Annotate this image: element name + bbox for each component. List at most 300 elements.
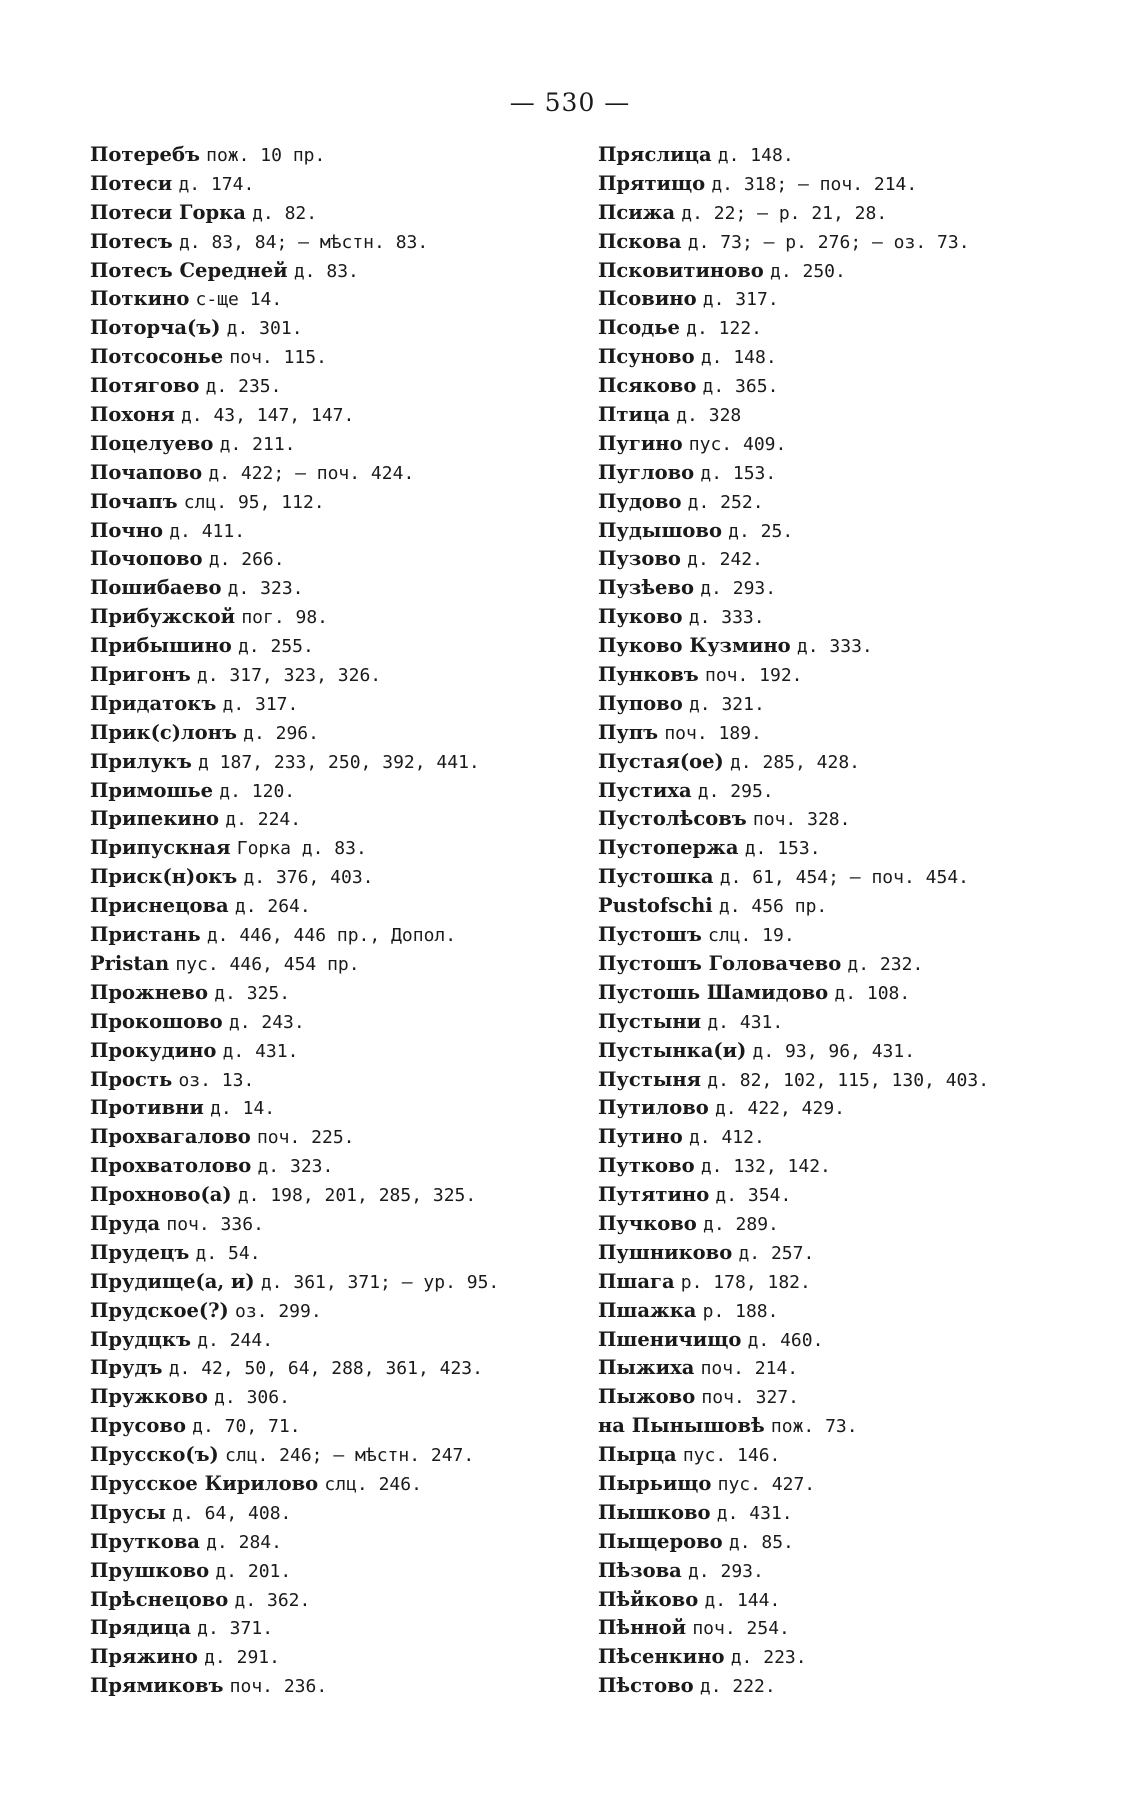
entry-reference: д. 431.	[222, 1040, 299, 1062]
index-entry	[598, 950, 1078, 979]
entry-headword: Пшажка	[598, 1298, 697, 1322]
index-entry	[598, 285, 1078, 314]
entry-reference: д. 264.	[234, 896, 311, 918]
entry-reference: д. 82.	[252, 202, 318, 224]
index-entry	[90, 1672, 560, 1701]
index-entry	[598, 1181, 1078, 1210]
entry-reference: д. 289.	[703, 1213, 779, 1235]
entry-reference: д. 153.	[744, 838, 821, 860]
index-entry	[90, 1528, 560, 1557]
index-entry	[598, 892, 1078, 921]
index-entry	[90, 950, 560, 979]
entry-reference: д. 22; — р. 21, 28.	[681, 202, 888, 224]
entry-reference: д. 354.	[715, 1185, 792, 1207]
entry-reference: поч. 115.	[229, 347, 327, 369]
entry-headword: Псковитиново	[598, 258, 764, 282]
entry-reference: д. 64, 408.	[172, 1502, 292, 1524]
index-entry	[90, 1614, 560, 1643]
index-entry	[598, 459, 1078, 488]
entry-reference: поч. 236.	[229, 1676, 328, 1698]
entry-headword: Pustofschi	[598, 894, 713, 918]
entry-headword: Пустыни	[598, 1009, 702, 1033]
index-entry	[90, 805, 560, 834]
entry-headword: Пряжино	[90, 1645, 198, 1669]
entry-reference: д. 306.	[214, 1387, 290, 1409]
index-entry	[598, 748, 1078, 777]
index-entry	[598, 1672, 1078, 1701]
index-entry	[598, 1326, 1078, 1355]
entry-reference: д. 83, 84; — мѣстн. 83.	[178, 231, 429, 253]
index-entry	[90, 979, 560, 1008]
index-entry	[598, 488, 1078, 517]
entry-reference: д. 317, 323, 326.	[196, 665, 382, 687]
index-entry	[598, 834, 1078, 863]
index-entry	[90, 1210, 560, 1239]
entry-headword: Потеребъ	[90, 143, 200, 166]
entry-reference: поч. 214.	[700, 1358, 799, 1380]
index-entry	[598, 1470, 1078, 1499]
index-entry	[598, 603, 1078, 632]
index-entry	[598, 545, 1078, 574]
entry-reference: пог. 98.	[241, 607, 329, 629]
entry-headword: Пудово	[598, 489, 682, 513]
entry-reference: д. 361, 371; — ур. 95.	[260, 1271, 500, 1293]
index-entry	[90, 1326, 560, 1355]
entry-reference: д. 174.	[178, 173, 255, 195]
entry-reference: д. 460.	[747, 1329, 824, 1351]
entry-headword: Пшага	[598, 1269, 675, 1293]
entry-headword: Пустошь Шамидово	[598, 980, 829, 1004]
entry-headword: Псяково	[598, 374, 697, 398]
index-entry	[90, 1239, 560, 1268]
entry-reference: д. 293.	[700, 578, 777, 600]
entry-reference: д. 61, 454; — поч. 454.	[719, 867, 969, 889]
entry-headword: Псуново	[598, 345, 695, 369]
entry-reference: д. 323.	[227, 578, 304, 600]
entry-headword: Поткино	[90, 287, 190, 311]
index-entry	[598, 141, 1078, 170]
entry-headword: Прудцкъ	[90, 1327, 191, 1351]
entry-headword: Псижа	[598, 200, 676, 224]
entry-reference: пус. 427.	[717, 1473, 816, 1495]
entry-headword: Прохново(а)	[90, 1183, 232, 1207]
index-entry	[598, 257, 1078, 286]
entry-headword: Пустошъ	[598, 923, 702, 947]
entry-reference: пус. 146.	[682, 1445, 781, 1467]
entry-headword: Припекино	[90, 807, 220, 831]
entry-headword: Псодье	[598, 316, 680, 340]
entry-headword: Приснецова	[90, 894, 229, 918]
entry-headword: Примошье	[90, 778, 214, 802]
index-entry	[90, 1586, 560, 1615]
entry-headword: Пупъ	[598, 720, 659, 744]
entry-reference: д. 73; — р. 276; — оз. 73.	[687, 231, 970, 253]
entry-headword: Пустыня	[598, 1067, 702, 1091]
entry-headword: Путилово	[598, 1096, 709, 1120]
index-entry	[90, 199, 560, 228]
index-entry	[598, 517, 1078, 546]
entry-reference: д. 295.	[697, 780, 774, 802]
entry-headword: Прушково	[90, 1558, 210, 1582]
index-entry	[598, 343, 1078, 372]
entry-headword: Пѣсенкино	[598, 1645, 725, 1669]
entry-headword: Пруда	[90, 1211, 161, 1235]
entry-reference: д. 108.	[834, 982, 911, 1004]
entry-headword: Прусско(ъ)	[90, 1443, 219, 1467]
entry-headword: Прилукъ	[90, 749, 192, 773]
entry-reference: д. 70, 71.	[192, 1416, 301, 1438]
entry-headword: Пыжиха	[598, 1356, 695, 1380]
entry-reference: д. 14.	[210, 1098, 276, 1120]
index-entry	[598, 401, 1078, 430]
entry-reference: д. 431.	[707, 1011, 784, 1033]
entry-reference: д. 376, 403.	[243, 867, 374, 889]
entry-reference: д. 431.	[716, 1502, 793, 1524]
index-column-left	[90, 141, 560, 1701]
entry-headword: Путино	[598, 1125, 683, 1149]
entry-headword: Почопово	[90, 547, 203, 571]
entry-reference: д. 323.	[257, 1156, 334, 1178]
entry-reference: д. 328	[676, 405, 742, 427]
entry-headword: Псовино	[598, 287, 697, 311]
entry-reference: д. 148.	[700, 347, 777, 369]
index-entry	[90, 170, 560, 199]
entry-reference: д. 266.	[208, 549, 285, 571]
index-entry	[598, 1586, 1078, 1615]
entry-headword: Пѣзова	[598, 1558, 682, 1582]
entry-headword: Прусово	[90, 1414, 186, 1438]
entry-reference: д. 82, 102, 115, 130, 403.	[707, 1069, 990, 1091]
index-entry	[598, 1383, 1078, 1412]
entry-headword: Пристань	[90, 923, 201, 947]
entry-headword: Пырьищо	[598, 1471, 712, 1495]
entry-reference: д. 317.	[222, 693, 299, 715]
entry-reference: поч. 225.	[256, 1127, 355, 1149]
entry-headword: Почапъ	[90, 489, 178, 513]
entry-headword: Потсосонье	[90, 345, 224, 369]
index-entry	[598, 1412, 1078, 1441]
entry-headword: Почно	[90, 518, 163, 542]
entry-reference: д. 120.	[219, 780, 296, 802]
index-entry	[90, 257, 560, 286]
index-entry	[90, 430, 560, 459]
entry-headword: Прятищо	[598, 171, 706, 195]
entry-headword: Pristan	[90, 951, 170, 975]
index-entry	[90, 1354, 560, 1383]
index-entry	[90, 1643, 560, 1672]
index-entry	[90, 863, 560, 892]
entry-reference: д. 284.	[206, 1531, 282, 1553]
index-entry	[90, 1297, 560, 1326]
entry-reference: слц. 19.	[707, 925, 795, 947]
index-entry	[90, 632, 560, 661]
entry-headword: Пѣйково	[598, 1587, 699, 1611]
index-entry	[598, 979, 1078, 1008]
entry-reference: д. 412.	[688, 1127, 765, 1149]
entry-reference: д. 252.	[687, 491, 764, 513]
index-entry	[598, 1066, 1078, 1095]
entry-reference: пус. 446, 454 пр.	[175, 953, 360, 975]
index-entry	[90, 1066, 560, 1095]
entry-reference: д. 232.	[847, 953, 924, 975]
index-entry	[598, 1123, 1078, 1152]
index-entry	[598, 1354, 1078, 1383]
index-entry	[598, 690, 1078, 719]
entry-headword: Прудъ	[90, 1356, 163, 1380]
entry-reference: д. 333.	[688, 607, 765, 629]
entry-headword: Пруткова	[90, 1529, 200, 1553]
entry-headword: Пуглово	[598, 460, 695, 484]
entry-reference: д. 317.	[702, 289, 779, 311]
entry-headword: Прѣснецово	[90, 1587, 229, 1611]
entry-reference: д. 255.	[237, 636, 314, 658]
index-entry	[598, 170, 1078, 199]
entry-reference: д. 153.	[700, 462, 777, 484]
index-entry	[598, 863, 1078, 892]
entry-headword: Пригонъ	[90, 663, 191, 687]
entry-headword: Пучково	[598, 1211, 697, 1235]
entry-reference: д. 222.	[699, 1676, 776, 1698]
index-entry	[90, 1094, 560, 1123]
entry-headword: Прик(с)лонъ	[90, 720, 237, 744]
entry-reference: д. 362.	[234, 1589, 311, 1611]
index-entry	[598, 777, 1078, 806]
index-entry	[598, 632, 1078, 661]
entry-headword: Пустая(ое)	[598, 749, 724, 773]
entry-headword: на Пынышовѣ	[598, 1414, 765, 1438]
entry-headword: Пуково Кузмино	[598, 634, 791, 658]
entry-headword: Пошибаево	[90, 576, 222, 600]
index-entry	[90, 892, 560, 921]
entry-reference: д. 321.	[688, 693, 765, 715]
index-entry	[90, 574, 560, 603]
entry-reference: д. 250.	[769, 260, 846, 282]
entry-headword: Пустынка(и)	[598, 1038, 747, 1062]
entry-reference: д. 25.	[728, 520, 794, 542]
entry-headword: Пупово	[598, 691, 683, 715]
entry-reference: д. 456 пр.	[718, 896, 828, 918]
index-entry	[598, 921, 1078, 950]
entry-headword: Прибышино	[90, 634, 232, 658]
entry-headword: Припускная	[90, 836, 231, 860]
index-entry	[90, 1123, 560, 1152]
index-entry	[598, 1268, 1078, 1297]
entry-reference: поч. 327.	[701, 1387, 799, 1409]
entry-headword: Пустиха	[598, 778, 692, 802]
entry-headword: Прудецъ	[90, 1240, 190, 1264]
entry-headword: Потягово	[90, 374, 200, 398]
entry-reference: д. 244.	[197, 1329, 274, 1351]
entry-headword: Придатокъ	[90, 691, 217, 715]
entry-reference: д. 371.	[197, 1618, 274, 1640]
entry-reference: д. 365.	[702, 376, 779, 398]
entry-reference: д. 223.	[730, 1647, 807, 1669]
entry-reference: поч. 328.	[752, 809, 851, 831]
entry-reference: пож. 73.	[770, 1416, 858, 1438]
index-entry	[598, 314, 1078, 343]
entry-reference: поч. 336.	[166, 1213, 264, 1235]
entry-headword: Пузѣево	[598, 576, 695, 600]
entry-reference: с-ще 14.	[195, 289, 283, 311]
index-entry	[598, 1094, 1078, 1123]
entry-reference: д. 83.	[293, 260, 359, 282]
entry-reference: д. 211.	[219, 433, 296, 455]
page-number: — 530 —	[509, 88, 631, 117]
entry-reference: оз. 299.	[234, 1300, 322, 1322]
entry-headword: Прожнево	[90, 980, 208, 1004]
index-entry	[598, 1441, 1078, 1470]
entry-reference: поч. 254.	[692, 1618, 790, 1640]
entry-reference: р. 188.	[702, 1300, 779, 1322]
index-entry	[90, 401, 560, 430]
entry-headword: Потеси Горка	[90, 200, 246, 224]
entry-reference: д. 318; — поч. 214.	[711, 173, 918, 195]
entry-headword: Прокошово	[90, 1009, 223, 1033]
index-entry	[598, 1239, 1078, 1268]
index-entry	[90, 343, 560, 372]
entry-reference: д. 42, 50, 64, 288, 361, 423.	[168, 1358, 483, 1380]
index-entry	[598, 1499, 1078, 1528]
entry-headword: Пѣстово	[598, 1674, 694, 1698]
entry-headword: Прядица	[90, 1616, 191, 1640]
index-entry	[90, 488, 560, 517]
index-entry	[598, 1528, 1078, 1557]
entry-reference: слц. 246; — мѣстн. 247.	[224, 1445, 475, 1467]
entry-headword: Прудское(?)	[90, 1298, 229, 1322]
index-entry	[90, 1181, 560, 1210]
entry-headword: Прусы	[90, 1500, 166, 1524]
entry-headword: Пустолѣсовъ	[598, 807, 747, 831]
index-entry	[90, 1152, 560, 1181]
index-column-right	[598, 141, 1078, 1701]
entry-reference: оз. 13.	[178, 1069, 255, 1091]
entry-reference: д. 235.	[205, 376, 282, 398]
index-entry	[598, 430, 1078, 459]
entry-reference: д. 257.	[738, 1242, 815, 1264]
index-entry	[90, 661, 560, 690]
index-entry	[598, 1297, 1078, 1326]
index-entry	[90, 1441, 560, 1470]
entry-headword: Путятино	[598, 1183, 710, 1207]
entry-reference: д. 198, 201, 285, 325.	[237, 1185, 477, 1207]
entry-headword: Пудышово	[598, 518, 722, 542]
entry-reference: Горка д. 83.	[236, 838, 367, 860]
index-entry	[90, 1557, 560, 1586]
index-entry	[598, 719, 1078, 748]
entry-reference: д. 144.	[704, 1589, 781, 1611]
entry-reference: д. 93, 96, 431.	[752, 1040, 916, 1062]
entry-reference: пус. 409.	[688, 433, 787, 455]
entry-headword: Пузово	[598, 547, 681, 571]
index-entry	[598, 1643, 1078, 1672]
entry-headword: Потесъ	[90, 229, 173, 253]
index-entry	[598, 228, 1078, 257]
index-entry	[90, 372, 560, 401]
entry-reference: слц. 246.	[324, 1473, 422, 1495]
index-entry	[598, 1614, 1078, 1643]
entry-reference: д. 201.	[215, 1560, 292, 1582]
index-entry	[90, 748, 560, 777]
entry-reference: д. 446, 446 пр., Допол.	[206, 925, 457, 947]
entry-reference: д. 54.	[195, 1242, 261, 1264]
entry-reference: д. 422; — поч. 424.	[208, 462, 415, 484]
entry-reference: поч. 192.	[704, 665, 803, 687]
index-entry	[598, 574, 1078, 603]
index-entry	[598, 1037, 1078, 1066]
entry-headword: Прудище(а, и)	[90, 1269, 255, 1293]
entry-headword: Прость	[90, 1067, 173, 1091]
index-entry	[90, 921, 560, 950]
entry-headword: Прямиковъ	[90, 1674, 224, 1698]
index-entry	[90, 1268, 560, 1297]
index-entry	[598, 1152, 1078, 1181]
entry-reference: д. 224.	[225, 809, 302, 831]
index-entry	[598, 1210, 1078, 1239]
entry-headword: Пышково	[598, 1500, 711, 1524]
index-entry	[90, 141, 560, 170]
entry-headword: Пскова	[598, 229, 682, 253]
entry-headword: Пырца	[598, 1443, 677, 1467]
entry-headword: Прокудино	[90, 1038, 217, 1062]
index-entry	[90, 603, 560, 632]
entry-headword: Пугино	[598, 431, 683, 455]
entry-headword: Прохватолово	[90, 1154, 252, 1178]
entry-reference: д. 291.	[204, 1647, 280, 1669]
entry-headword: Прусское Кирилово	[90, 1471, 319, 1495]
entry-headword: Почапово	[90, 460, 203, 484]
entry-headword: Путково	[598, 1154, 695, 1178]
entry-headword: Противни	[90, 1096, 204, 1120]
entry-reference: д. 422, 429.	[714, 1098, 846, 1120]
entry-reference: д. 325.	[214, 982, 291, 1004]
index-entry	[90, 1499, 560, 1528]
index-entry	[90, 285, 560, 314]
index-entry	[90, 228, 560, 257]
index-entry	[90, 777, 560, 806]
entry-headword: Пуково	[598, 605, 683, 629]
entry-reference: д. 242.	[687, 549, 763, 571]
entry-headword: Пустошка	[598, 865, 714, 889]
index-entry	[90, 1383, 560, 1412]
entry-headword: Пушниково	[598, 1240, 733, 1264]
index-entry	[598, 805, 1078, 834]
index-entry	[90, 1037, 560, 1066]
entry-headword: Пунковъ	[598, 663, 699, 687]
entry-headword: Пружково	[90, 1385, 208, 1409]
entry-reference: д. 296.	[243, 722, 319, 744]
entry-reference: д. 285, 428.	[729, 751, 861, 773]
entry-headword: Пыщерово	[598, 1529, 723, 1553]
index-entry	[90, 834, 560, 863]
entry-headword: Поцелуево	[90, 431, 214, 455]
entry-headword: Пѣнной	[598, 1616, 687, 1640]
index-entry	[90, 517, 560, 546]
entry-headword: Пряслица	[598, 143, 712, 166]
entry-headword: Пшеничищо	[598, 1327, 742, 1351]
entry-headword: Потеси	[90, 171, 173, 195]
entry-reference: д. 333.	[796, 636, 873, 658]
entry-headword: Похоня	[90, 403, 175, 427]
entry-headword: Птица	[598, 403, 671, 427]
index-entry	[90, 1470, 560, 1499]
entry-reference: поч. 189.	[664, 722, 762, 744]
entry-reference: д. 122.	[686, 318, 762, 340]
entry-headword: Приск(н)окъ	[90, 865, 238, 889]
entry-headword: Прибужской	[90, 605, 236, 629]
index-entry	[90, 690, 560, 719]
entry-reference: пож. 10 пр.	[206, 145, 326, 166]
index-entry	[598, 199, 1078, 228]
